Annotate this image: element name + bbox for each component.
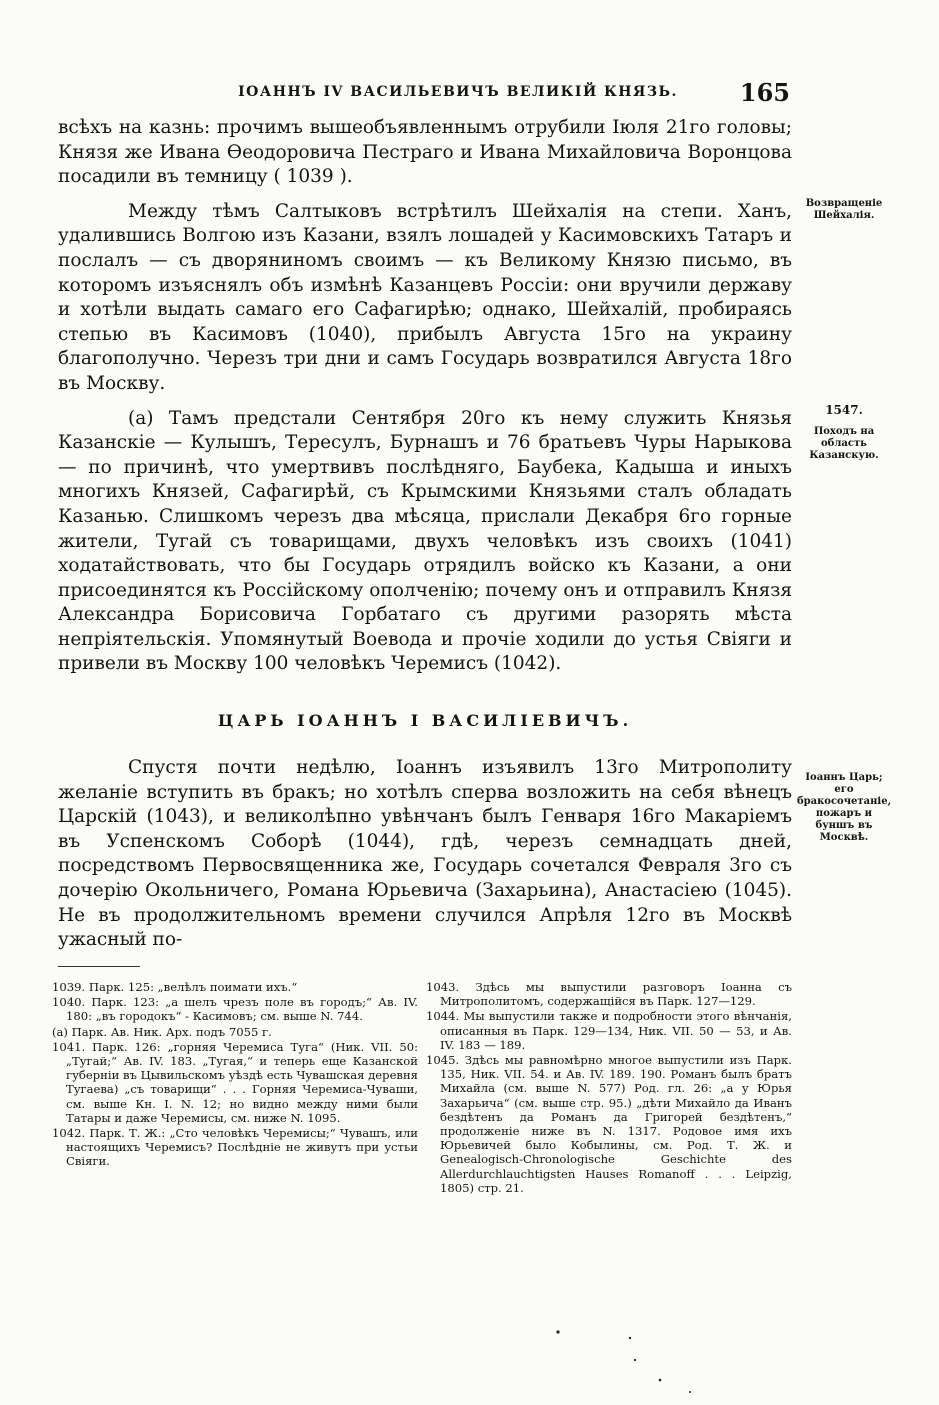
header-title: ІОАННЪ IV ВАСИЛЬЕВИЧЪ ВЕЛИКІЙ КНЯЗЬ. <box>238 84 678 100</box>
margin-note-return: Возвращеніе Шейхалія. <box>805 198 883 221</box>
footnote: 1039. Парк. 125: „велѣлъ поимати ихъ.“ <box>52 980 298 994</box>
margin-note-tsar: Іоаннъ Царь; его бракосочетаніе, пожаръ и буншъ въ Москвѣ. <box>796 772 892 843</box>
footnote: (а) Парк. Ав. Ник. Арх. подъ 7055 г. <box>52 1024 272 1039</box>
footnote: 1044. Мы выпустили также и подробности этого вѣнчанія, описанныя въ Парк. 129—134, Ник. VII. 50 — 53, и Ав. IV. 183 — 189. <box>426 1009 792 1052</box>
main-text <box>58 116 792 953</box>
footnotes-left-column <box>52 980 418 1170</box>
paragraph-1: всѣхъ на казнь: прочимъ вышеобъявленнымъ отрубили Іюля 21го головы; Князя же Ивана Ѳеодоровича Пестраго и Ивана Михайловича Воронцова посадили въ темницу ( 1039 ). <box>58 117 792 188</box>
paragraph-4: Спустя почти недѣлю, Іоаннъ изъявилъ 13го Митрополиту желаніе вступить въ бракъ; но хотѣлъ сперва возложить на себя вѣнецъ Царскій (1043), и великолѣпно увѣнчанъ былъ Генваря 16го Макаріемъ въ Успенскомъ Соборѣ (1044), гдѣ, черезъ семнадцать дней, посредствомъ Первосвященника же, Государь сочетался Февраля 3го съ дочерію Окольничего, Романа Юрьевича (Захарьина), Анастасіею (1045). Не въ продолжительномъ времени случился Апрѣля 12го въ Москвѣ ужасный по- <box>58 757 792 951</box>
margin-note-campaign: Походъ на область Казанскую. <box>809 426 879 461</box>
footnote-rule <box>58 966 140 967</box>
footnote: 1043. Здѣсь мы выпустили разговоръ Іоанна съ Митрополитомъ, содержащійся въ Парк. 127—129. <box>426 980 792 1009</box>
paragraph-2: Между тѣмъ Салтыковъ встрѣтилъ Шейхалія на степи. Ханъ, удалившись Волгою изъ Казани, взялъ лошадей у Касимовскихъ Татаръ и послалъ — съ дворяниномъ своимъ — къ Великому Князю письмо, въ которомъ изъяснялъ объ измѣнѣ Казанцевъ Россіи: они вручили державу и хотѣли выдать самаго его Сафагирѣю; однако, Шейхалій, пробираясь степью въ Касимовъ (1040), прибылъ Августа 15го на украину благополучно. Черезъ три дни и самъ Государь возвратился Августа 18го въ Москву. <box>58 200 792 394</box>
footnote: 1042. Парк. Т. Ж.: „Сто человѣкъ Черемисы;“ Чувашъ, или настоящихъ Черемисъ? Послѣдніе не живутъ при устьи Свіяги. <box>52 1126 418 1169</box>
footnote: 1045. Здѣсь мы равномѣрно многое выпустили изъ Парк. 135, Ник. VII. 54. и Ав. IV. 189. 190. Романъ былъ братъ Михайла (см. выше N. 577) Род. гл. 26: „а у Юрья Захарьича“ (см. выше стр. 95.) „дѣти Михайло да Иванъ бездѣтенъ да Романъ да Григорей бездѣтенъ,“ продолженіе ниже въ N. 1317. Родовое имя ихъ Юрьевичей было Кобылины, см. Род. Т. Ж. и Genealogisch-Chronologische Geschichte des Allerdurchlauchtigsten Hauses Romanoff . . . Leipzig, 1805) стр. 21. <box>426 1053 792 1195</box>
footnotes-right-column <box>426 980 792 1196</box>
paragraph-3: (а) Тамъ предстали Сентября 20го къ нему служить Князья Казанскіе — Кулышъ, Тересулъ, Бурнашъ и 76 братьевъ Чуры Нарыкова — по причинѣ, что умертвивъ послѣдняго, Баубека, Кадыша и иныхъ многихъ Князей, Сафагирѣй, съ Крымскими Князьями сталъ обладать Казанью. Слишкомъ черезъ два мѣсяца, прислали Декабря 6го горные жители, Тугай съ товарищами, двухъ человѣкъ изъ своихъ (1041) ходатайствовать, что бы Государь отрядилъ войско къ Казани, а они присоединятся къ Россійскому ополченію; почему онъ и отправилъ Князя Александра Борисовича Горбатаго съ другими разорять мѣста непріятельскія. Упомянутый Воевода и прочіе ходили до устья Свіяги и привели въ Москву 100 человѣкъ Черемисъ (1042). <box>58 407 792 675</box>
footnote: 1041. Парк. 126: „горняя Черемиса Туга“ (Ник. VII. 50: „Тугай;“ Ав. IV. 183. „Тугая,“ и теперь еще Казанской губерніи въ Цывильскомъ уѣздѣ есть Чувашская деревня Тугаева) „съ товарищи“ . . . Горняя Черемиса-Чуваши, см. выше Кн. I. N. 12; но видно между ними были Татары и даже Черемисы, см. ниже N. 1095. <box>52 1039 418 1125</box>
page-number: 165 <box>739 78 790 107</box>
section-title: ЦАРЬ ІОАННЪ I ВАСИЛІЕВИЧЪ. <box>217 711 633 731</box>
footnote: 1040. Парк. 123: „а шелъ чрезъ поле въ городъ;“ Ав. IV. 180: „въ городокъ“ - Касимовъ; см. выше N. 744. <box>52 995 418 1024</box>
paper-specks <box>540 1320 740 1400</box>
running-header <box>58 78 798 108</box>
margin-note-year: 1547. <box>825 403 863 417</box>
